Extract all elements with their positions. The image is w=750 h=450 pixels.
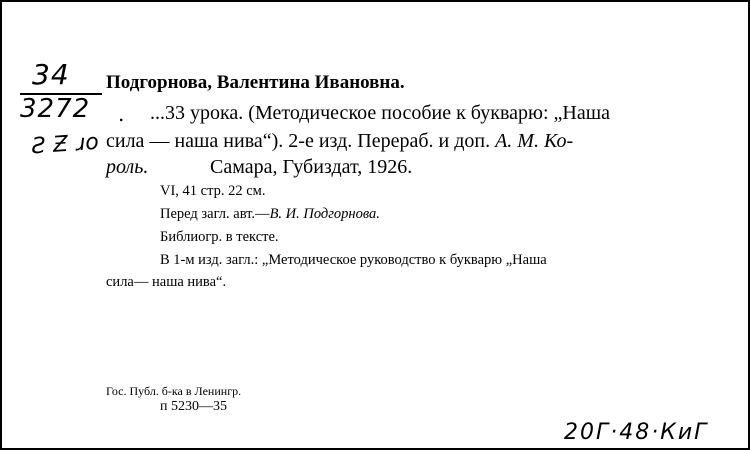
shelfmark-handwritten-note: Ƨ Ƶ ɹo: [31, 129, 100, 160]
note-bibliography: Библиогр. в тексте.: [160, 229, 279, 245]
title-line-3: [106, 156, 148, 179]
note-author-name: В. И. Подгорнова.: [269, 206, 380, 222]
editor-name-part1: А. М. Ко-: [495, 130, 574, 152]
shelfmark-bottom: 3272: [20, 94, 91, 124]
title-line-1: ...33 урока. (Методическое пособие к букварю: „Наша: [150, 102, 610, 124]
title-line-2-text: сила — наша нива“). 2-е изд. Перераб. и доп.: [106, 130, 496, 152]
note-author: [160, 206, 380, 223]
imprint: Самара, Губиздат, 1926.: [210, 156, 413, 178]
physical-description: VI, 41 стр. 22 см.: [160, 183, 266, 199]
print-code: п 5230—35: [160, 399, 227, 414]
inventory-number: 20Г·48·КиГ: [564, 420, 709, 445]
title-line-2: [106, 130, 573, 153]
editor-name-part2: роль.: [106, 156, 149, 178]
library-name: Гос. Публ. б-ка в Ленингр.: [106, 384, 242, 398]
shelfmark-top: 34: [32, 58, 70, 91]
entry-mark: .: [118, 102, 125, 126]
author-heading: Подгорнова, Валентина Ивановна.: [106, 72, 405, 93]
note-first-edition-cont: сила— наша нива“.: [106, 274, 227, 290]
note-first-edition: В 1-м изд. загл.: „Методическое руководство к букварю „Наша: [160, 252, 547, 268]
note-author-label: Перед загл. авт.—: [160, 206, 270, 222]
